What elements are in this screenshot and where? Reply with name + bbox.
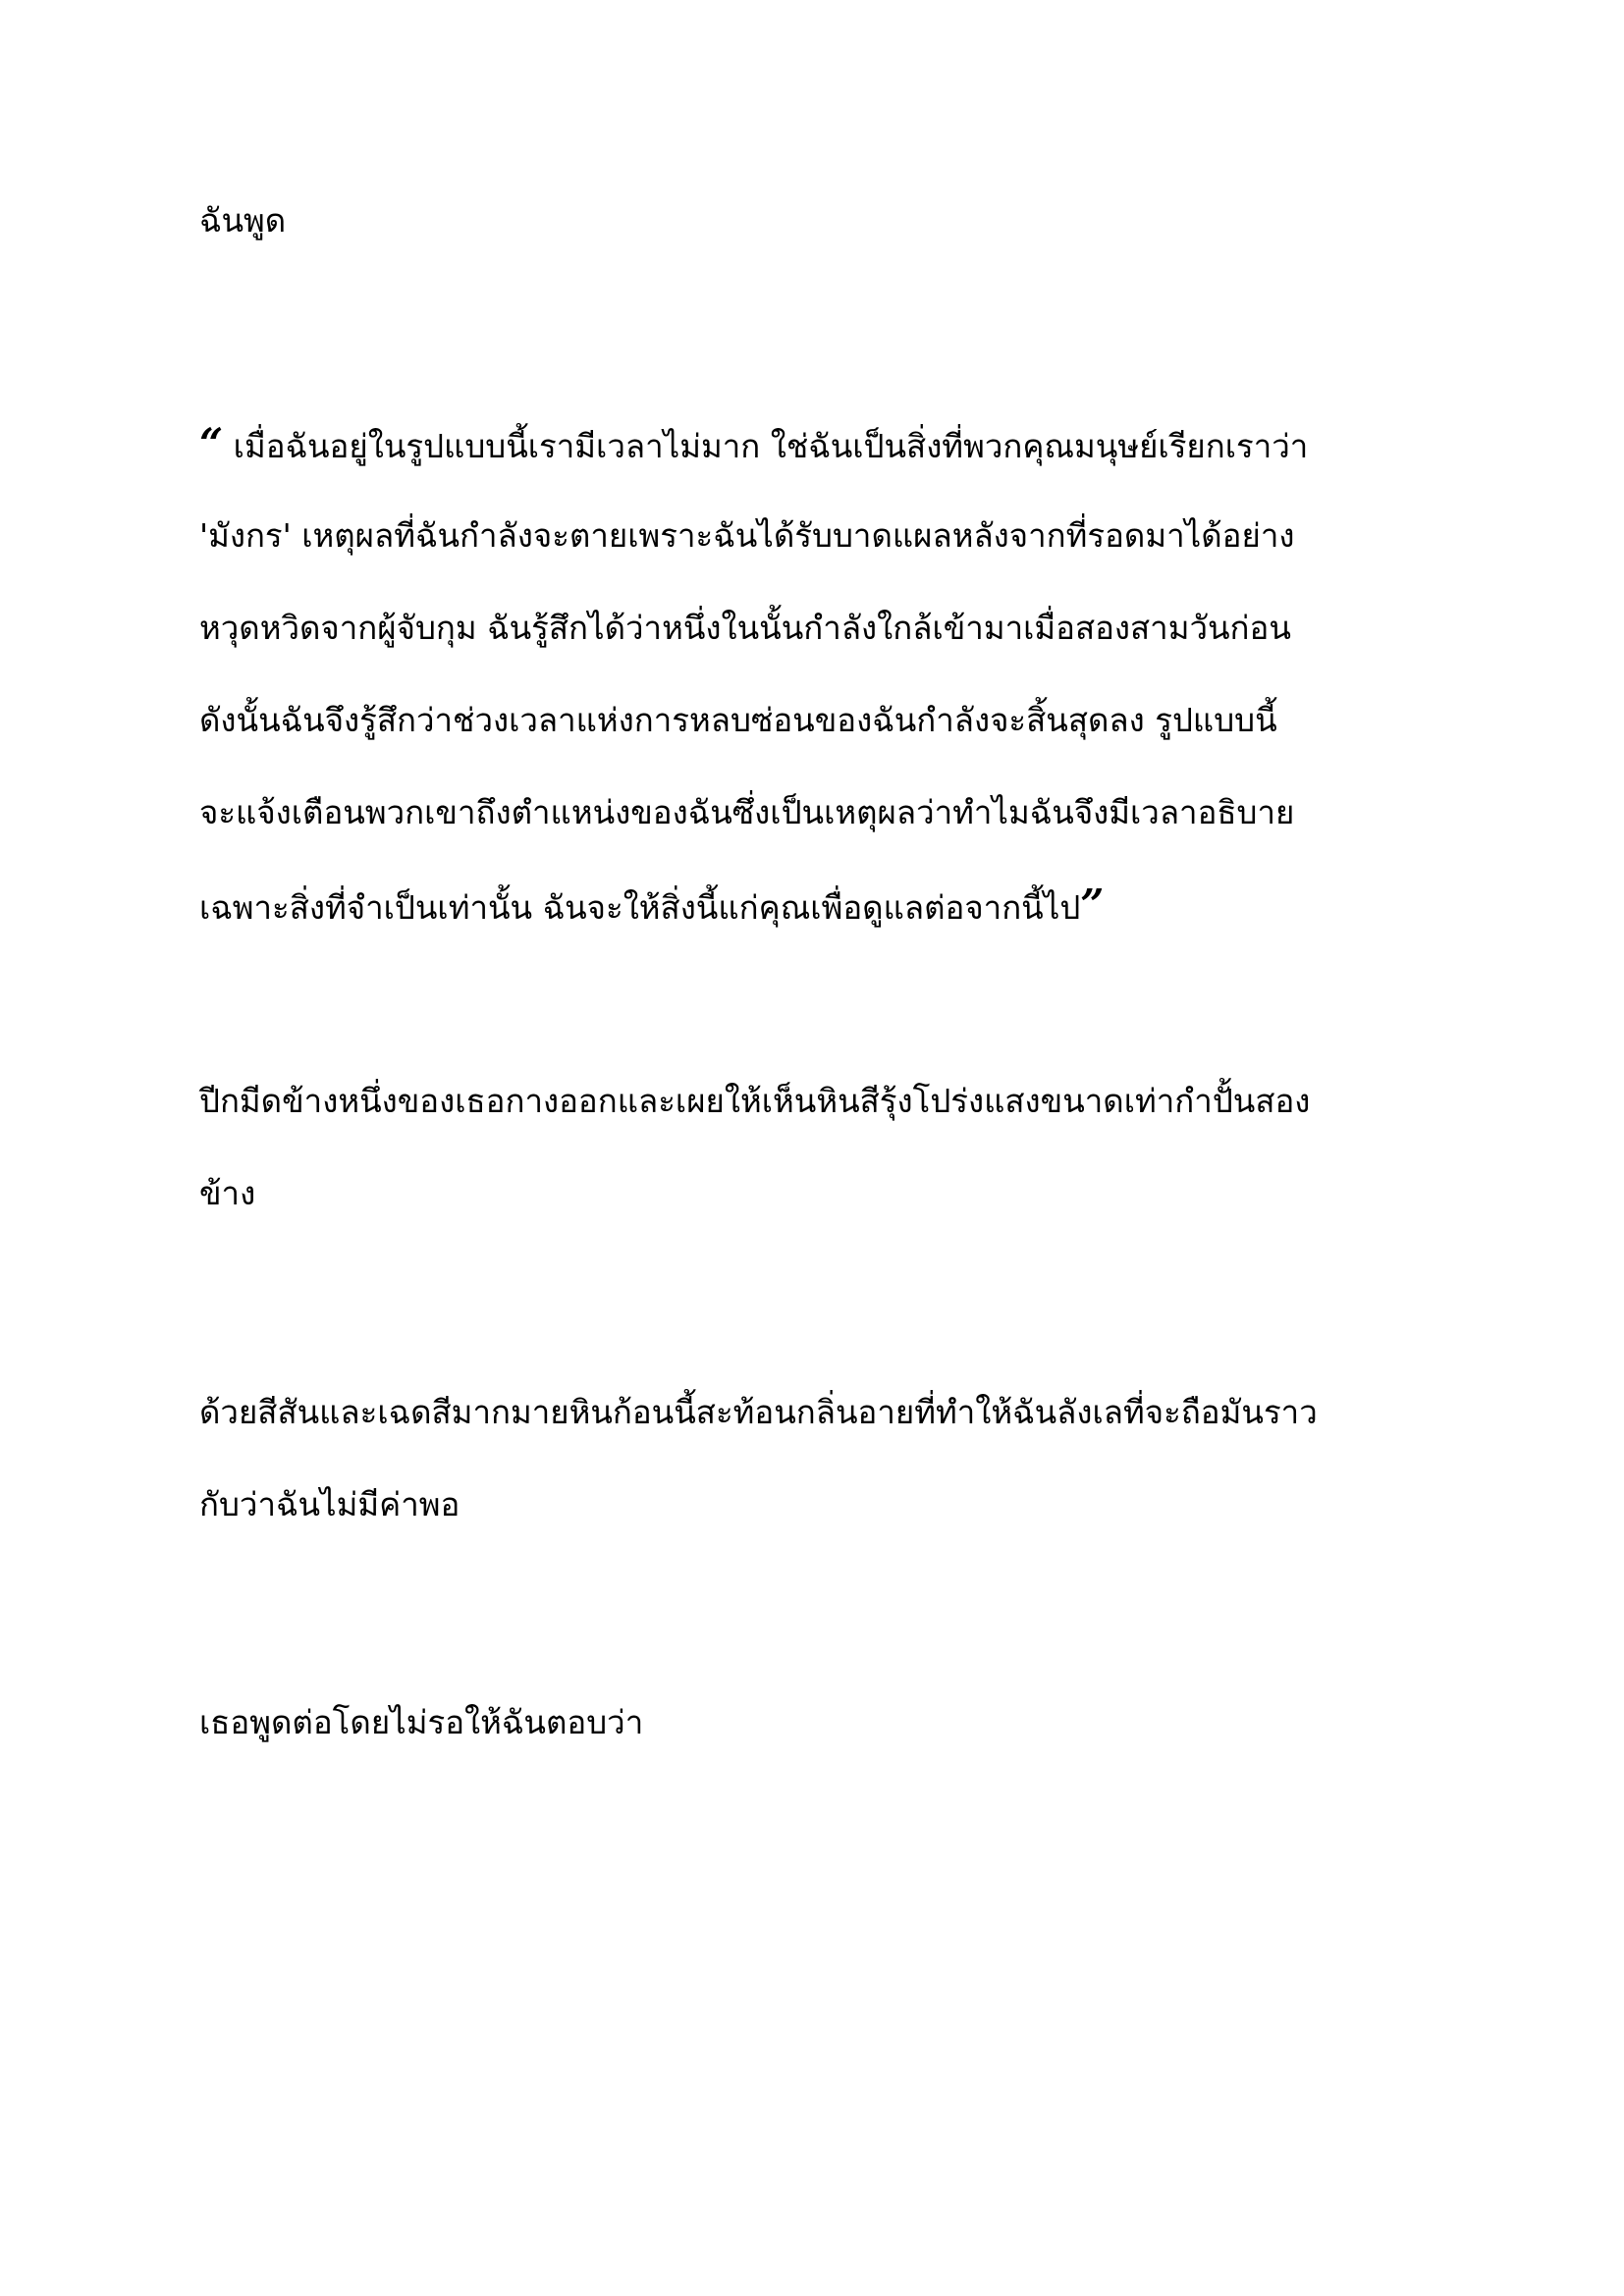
text-line: ฉันพูด — [199, 201, 287, 240]
text-line — [199, 419, 1436, 467]
paragraph-dragon-quote — [199, 419, 1436, 929]
close-quote-mark: ” — [1080, 881, 1105, 929]
text-line: กับว่าฉันไม่มีค่าพอ — [199, 1485, 460, 1523]
text-line: ปีกมีดข้างหนึ่งของเธอกางออกและเผยให้เห็นหินสีรุ้งโปร่งแสงขนาดเท่ากำปั้นสอง — [199, 1082, 1311, 1120]
text-line: เธอพูดต่อโดยไม่รอให้ฉันตอบว่า — [199, 1703, 644, 1741]
text-line: จะแจ้งเตือนพวกเขาถึงตำแหน่งของฉันซึ่งเป็นเหตุผลว่าทำไมฉันจึงมีเวลาอธิบาย — [199, 793, 1295, 831]
text-line: ข้าง — [199, 1174, 256, 1212]
text-line — [199, 881, 1436, 929]
text-line: ดังนั้นฉันจึงรู้สึกว่าช่วงเวลาแห่งการหลบซ่อนของฉันกำลังจะสิ้นสุดลง รูปแบบนี้ — [199, 701, 1277, 739]
text-line-content: เมื่อฉันอยู่ในรูปแบบนี้เรามีเวลาไม่มาก ใช่ฉันเป็นสิ่งที่พวกคุณมนุษย์เรียกเราว่า — [223, 427, 1309, 465]
text-line: 'มังกร' เหตุผลที่ฉันกำลังจะตายเพราะฉันได้รับบาดแผลหลังจากที่รอดมาได้อย่าง — [199, 516, 1295, 555]
paragraph-i-spoke — [199, 201, 1436, 240]
paragraph-wing-opens — [199, 1082, 1436, 1212]
text-line-content: เฉพาะสิ่งที่จำเป็นเท่านั้น ฉันจะให้สิ่งนี้แก่คุณเพื่อดูแลต่อจากนี้ไป — [199, 888, 1081, 927]
text-line: ด้วยสีสันและเฉดสีมากมายหินก้อนนี้สะท้อนกลิ่นอายที่ทำให้ฉันลังเลที่จะถือมันราว — [199, 1393, 1318, 1431]
open-quote-mark: “ — [199, 419, 224, 467]
text-line: หวุดหวิดจากผู้จับกุม ฉันรู้สึกได้ว่าหนึ่งในนั้นกำลังใกล้เข้ามาเมื่อสองสามวันก่อน — [199, 609, 1291, 647]
paragraph-she-continued — [199, 1703, 1436, 1741]
paragraph-stone-colors — [199, 1393, 1436, 1523]
